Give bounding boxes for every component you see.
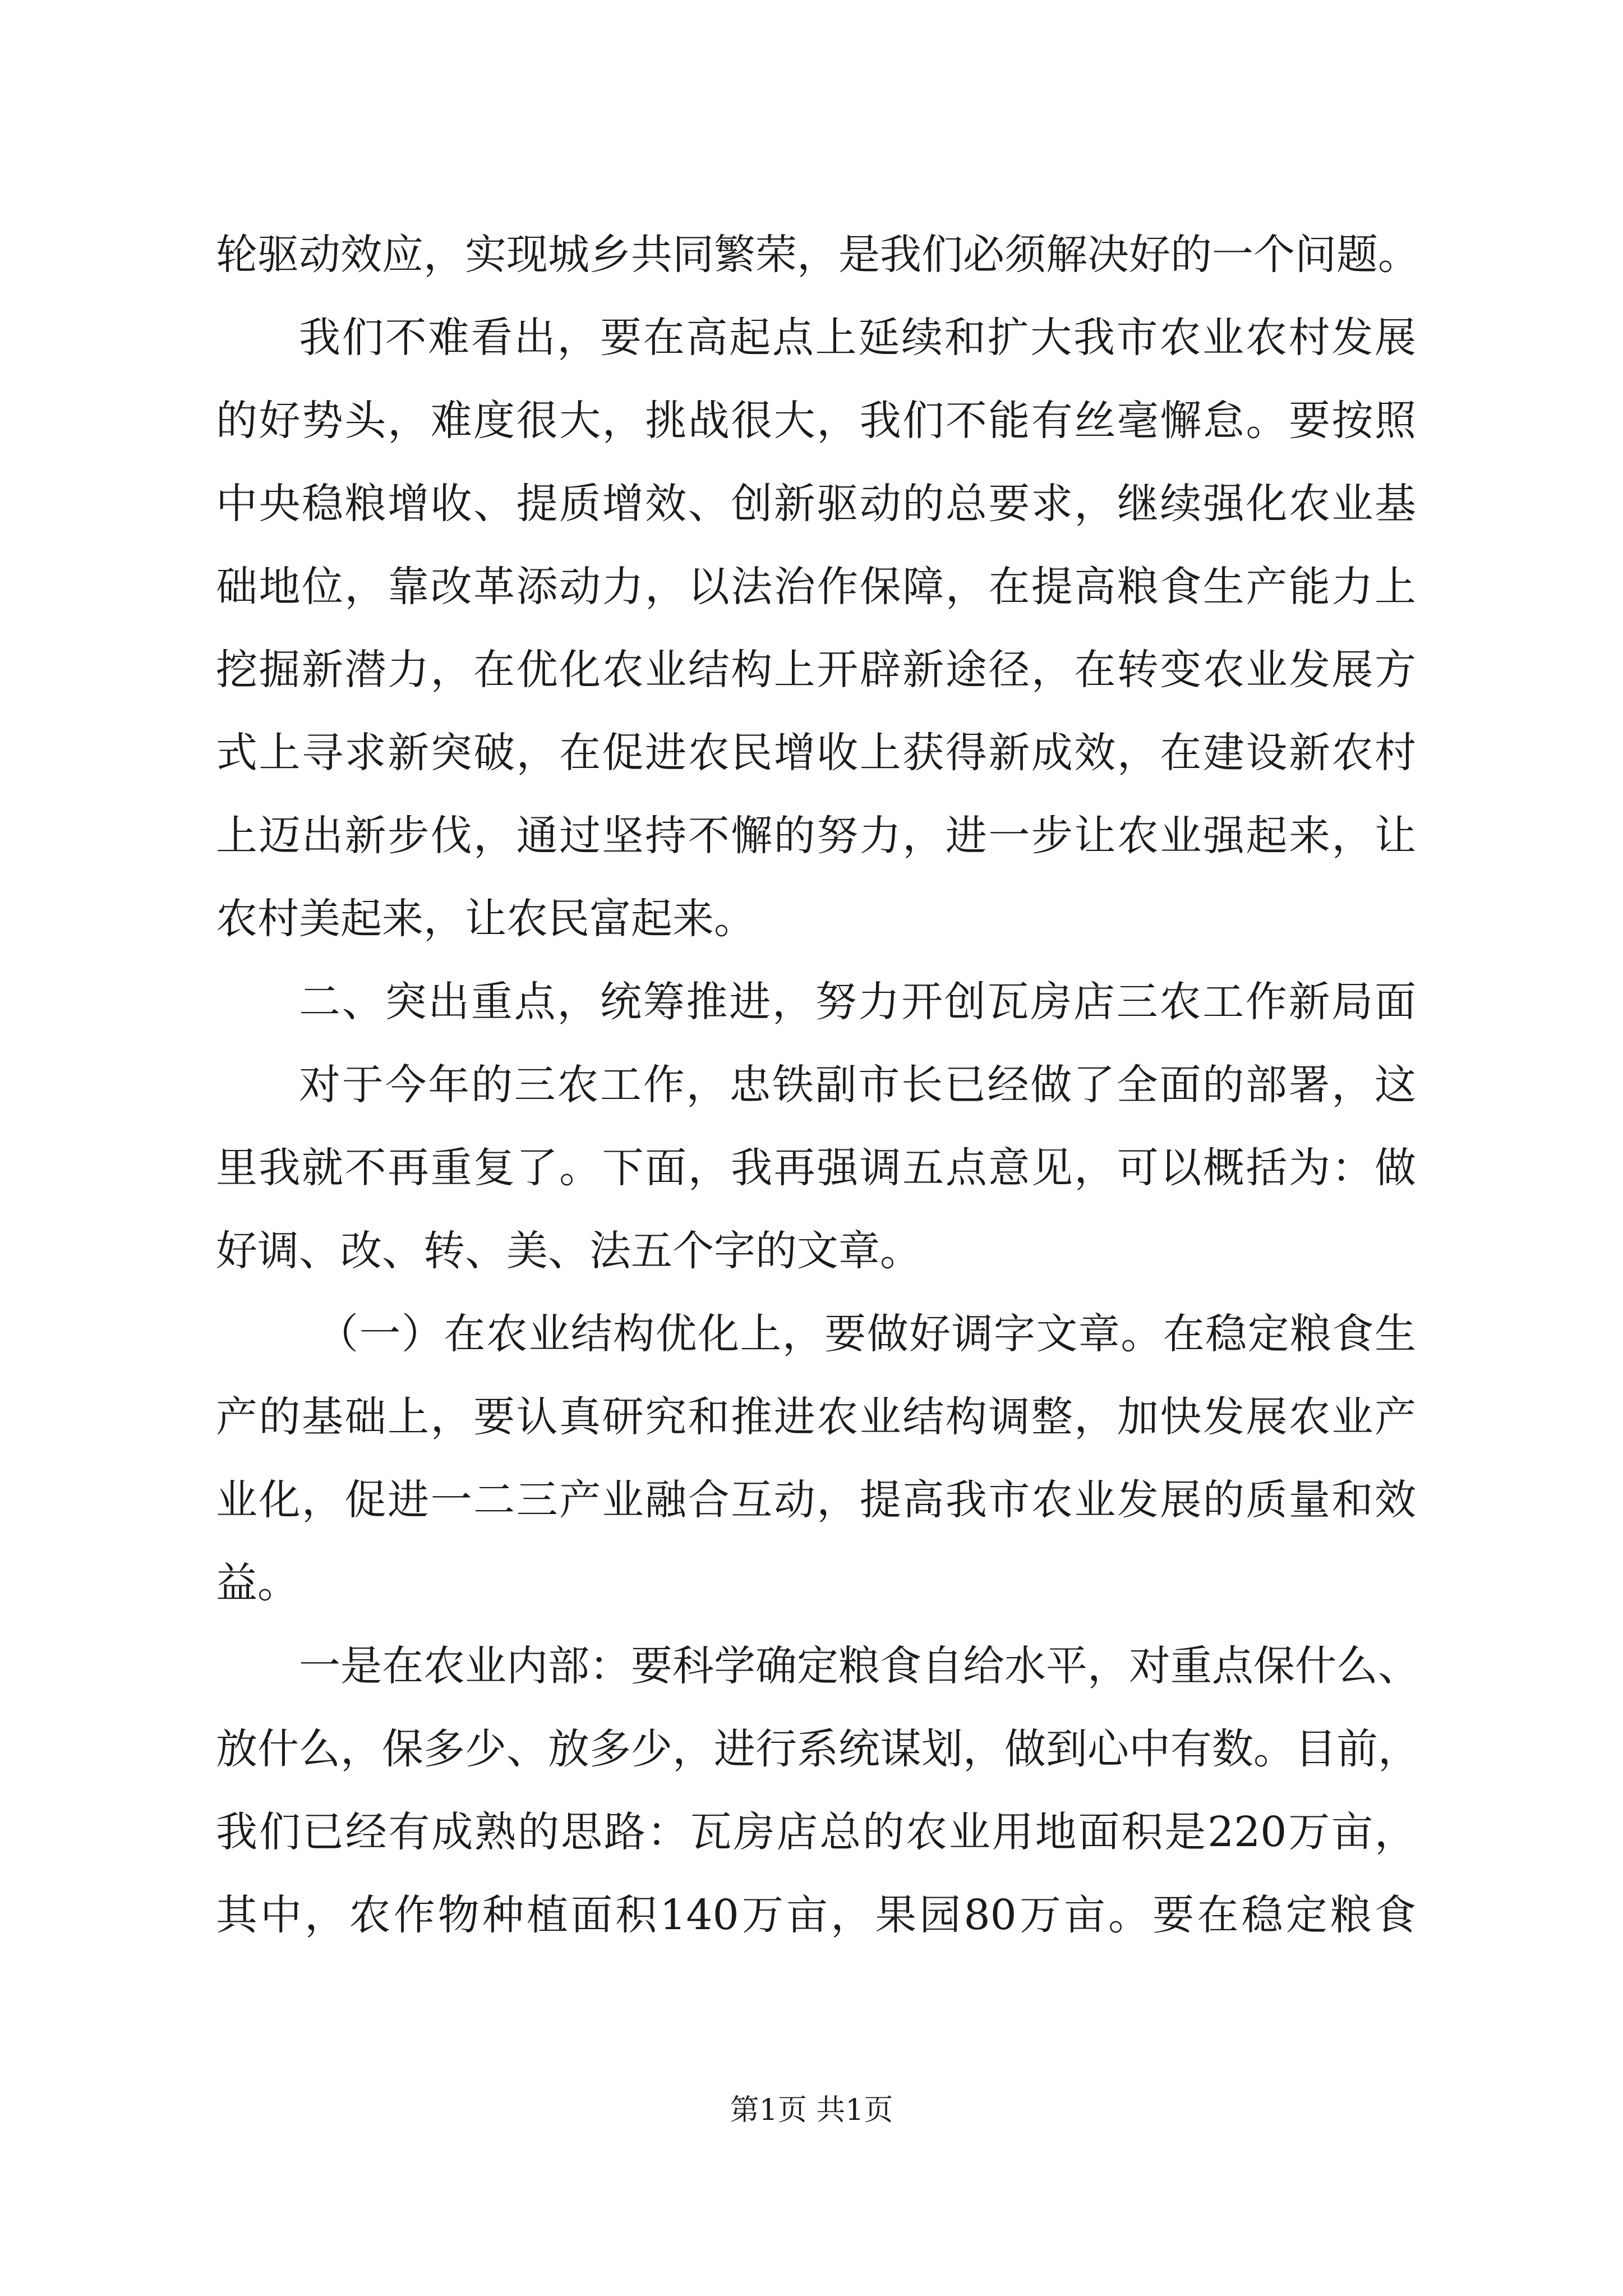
- text-line: 产的基础上，要认真研究和推进农业结构调整，加快发展农业产: [216, 1393, 1416, 1441]
- text-line: 上迈出新步伐，通过坚持不懈的努力，进一步让农业强起来，让: [216, 812, 1416, 860]
- text-line: 好调、改、转、美、法五个字的文章。: [216, 1227, 921, 1275]
- text-line: 业化，促进一二三产业融合互动，提高我市农业发展的质量和效: [216, 1476, 1416, 1524]
- text-line: 益。: [216, 1559, 299, 1607]
- text-line: 础地位，靠改革添动力，以法治作保障，在提高粮食生产能力上: [216, 563, 1416, 611]
- section-heading: 二、突出重点，统筹推进，努力开创瓦房店三农工作新局面: [299, 978, 1416, 1026]
- text-line: 里我就不再重复了。下面，我再强调五点意见，可以概括为：做: [216, 1144, 1416, 1192]
- text-line: 中央稳粮增收、提质增效、创新驱动的总要求，继续强化农业基: [216, 480, 1416, 528]
- text-line: 放什么，保多少、放多少，进行系统谋划，做到心中有数。目前，: [216, 1725, 1419, 1773]
- page-footer: 第1页 共1页: [730, 2093, 893, 2127]
- text-line: 轮驱动效应，实现城乡共同繁荣，是我们必须解决好的一个问题。: [216, 231, 1419, 279]
- text-line: 一是在农业内部：要科学确定粮食自给水平，对重点保什么、: [299, 1642, 1419, 1690]
- text-line: 挖掘新潜力，在优化农业结构上开辟新途径，在转变农业发展方: [216, 646, 1416, 694]
- text-line: 我们已经有成熟的思路：瓦房店总的农业用地面积是220万亩，: [216, 1808, 1416, 1856]
- text-line: 农村美起来，让农民富起来。: [216, 895, 755, 943]
- text-line: 式上寻求新突破，在促进农民增收上获得新成效，在建设新农村: [216, 729, 1416, 777]
- text-line: 我们不难看出，要在高起点上延续和扩大我市农业农村发展: [299, 314, 1416, 362]
- subsection-line: （一）在农业结构优化上，要做好调字文章。在稳定粮食生: [317, 1310, 1416, 1358]
- text-line: 其中，农作物种植面积140万亩，果园80万亩。要在稳定粮食: [216, 1891, 1416, 1939]
- text-line: 对于今年的三农工作，忠铁副市长已经做了全面的部署，这: [299, 1061, 1416, 1109]
- text-line: 的好势头，难度很大，挑战很大，我们不能有丝毫懈怠。要按照: [216, 397, 1416, 445]
- document-body: [216, 213, 1419, 1957]
